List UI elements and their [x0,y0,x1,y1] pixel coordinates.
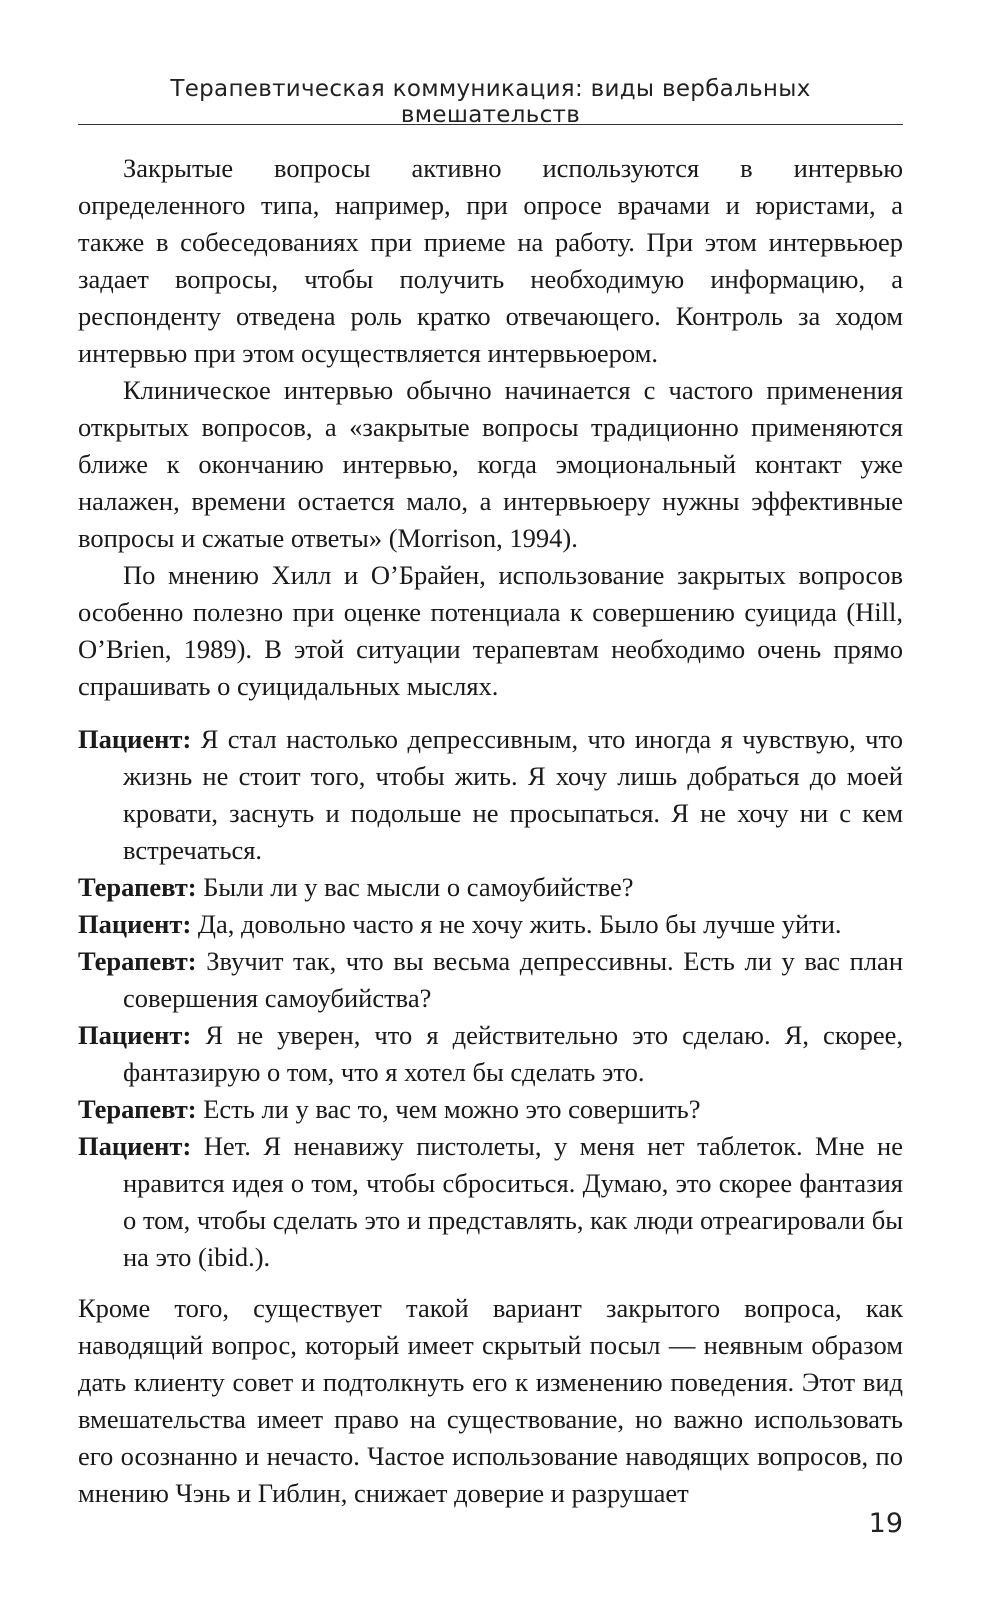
dialogue-turn [78,943,903,1017]
dialogue-turn [78,906,903,943]
speaker-label: Терапевт: [78,1094,197,1124]
paragraph: По мнению Хилл и О’Брайен, использование закрытых вопросов особенно полезно при оценке потенциала к совершению суицида (Hill, O’Brien, 1989). В этой ситуации терапевтам необходимо очень прямо спрашивать о суицидальных мыслях. [78,560,903,701]
dialogue-turn [78,1017,903,1091]
closing-paragraph: Кроме того, существует такой вариант закрытого вопроса, как наводящий вопрос, который имеет скрытый посыл — неявным образом дать клиенту совет и подтолкнуть его к изменению поведения. Этот вид вмешательства имеет право на существование, но важно использовать его осознанно и нечасто. Частое использование наводящих вопросов, по мнению Чэнь и Гиблин, снижает доверие и разрушает [78,1293,903,1508]
speaker-label: Терапевт: [78,946,197,976]
dialogue-text: Были ли у вас мысли о самоубийстве? [203,872,634,902]
dialogue-text: Звучит так, что вы весьма депрессивны. Есть ли у вас план совершения самоубийства? [123,946,903,1013]
speaker-label: Пациент: [78,909,192,939]
dialogue-text: Я стал настолько депрессивным, что иногда я чувствую, что жизнь не стоит того, чтобы жить. Я хочу лишь добраться до моей кровати, заснуть и подольше не просыпаться. Я не хочу ни с кем встречаться. [123,724,903,865]
dialogue-turn [78,721,903,869]
dialogue-text: Да, довольно часто я не хочу жить. Было бы лучше уйти. [197,909,842,939]
dialogue-text: Есть ли у вас то, чем можно это совершить? [203,1094,701,1124]
speaker-label: Пациент: [78,1020,192,1050]
paragraph: Клиническое интервью обычно начинается с частого применения открытых вопросов, а «закрытые вопросы традиционно применяются ближе к окончанию интервью, когда эмоциональный контакт уже налажен, времени остается мало, а интервьюеру нужны эффективные вопросы и сжатые ответы» (Morrison, 1994). [78,375,903,553]
dialogue-text: Я не уверен, что я действительно это сделаю. Я, скорее, фантазирую о том, что я хотел бы сделать это. [123,1020,903,1087]
body-text [78,150,903,1512]
dialogue-turn [78,1091,903,1128]
speaker-label: Терапевт: [78,872,197,902]
speaker-label: Пациент: [78,1131,192,1161]
header-rule [78,124,903,125]
dialogue-turn [78,869,903,906]
dialogue-text: Нет. Я ненавижу пистолеты, у меня нет таблеток. Мне не нравится идея о том, чтобы сброситься. Думаю, это скорее фантазия о том, чтобы сделать это и представлять, как люди отреагировали бы на это (ibid.). [123,1131,904,1272]
page-number: 19 [868,1508,903,1539]
paragraph: Закрытые вопросы активно используются в интервью определенного типа, например, при опросе врачами и юристами, а также в собеседованиях при приеме на работу. При этом интервьюер задает вопросы, чтобы получить необходимую информацию, а респонденту отведена роль кратко отвечающего. Контроль за ходом интервью при этом осуществляется интервьюером. [78,153,903,368]
running-header: Терапевтическая коммуникация: виды вербальных вмешательств [170,76,811,128]
dialogue-turn [78,1128,903,1276]
speaker-label: Пациент: [78,724,192,754]
